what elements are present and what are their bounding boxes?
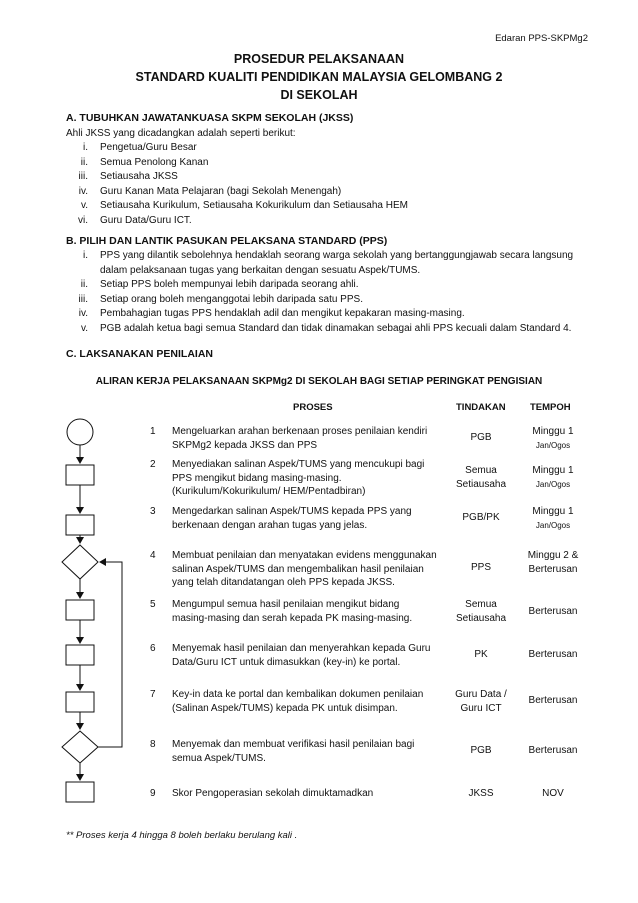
list-item: ii. Semua Penolong Kanan xyxy=(80,156,209,168)
flow-process-box xyxy=(66,515,94,535)
flow-process-box xyxy=(66,645,94,665)
col-header-proses: PROSES xyxy=(293,402,333,413)
col-header-tindakan: TINDAKAN xyxy=(456,402,506,413)
list-item: iii. Setiausaha JKSS xyxy=(78,171,178,183)
page-title-line1: PROSEDUR PELAKSANAAN xyxy=(233,52,405,66)
list-item: i. Pengetua/Guru Besar xyxy=(83,142,197,153)
flow-title: ALIRAN KERJA PELAKSANAAN SKPMg2 DI SEKOLAH BAGI SETIAP PERINGKAT PENGISIAN xyxy=(95,376,543,387)
flow-process-box xyxy=(66,600,94,620)
list-item: iv. Guru Kanan Mata Pelajaran (bagi Sekolah Menengah) xyxy=(78,185,342,197)
footnote: ** Proses kerja 4 hingga 8 boleh berlaku berulang kali . xyxy=(66,830,298,841)
list-item: v. Setiausaha Kurikulum, Setiausaha Kokurikulum dan Setiausaha HEM xyxy=(80,200,408,212)
page-title-line2: STANDARD KUALITI PENDIDIKAN MALAYSIA GELOMBANG 2 xyxy=(135,70,503,84)
list-item: i. PPS yang dilantik sebolehnya hendaklah seorang warga sekolah yang bertanggungjawab secara langsung dalam pelaksanaan tugas yang berkaitan dengan sesuatu Aspek/TUMS. xyxy=(83,250,574,276)
section-a-intro: Ahli JKSS yang dicadangkan adalah seperti berikut: xyxy=(66,128,296,139)
list-item: vi. Guru Data/Guru ICT. xyxy=(78,214,192,226)
list-item: ii. Setiap PPS boleh mempunyai lebih daripada seorang ahli. xyxy=(80,279,359,291)
list-item: iv. Pembahagian tugas PPS hendaklah adil dan mengikut kepakaran masing-masing. xyxy=(78,308,465,320)
section-c-heading: C. LAKSANAKAN PENILAIAN xyxy=(66,348,213,360)
col-header-tempoh: TEMPOH xyxy=(530,402,571,413)
document-reference: Edaran PPS-SKPMg2 xyxy=(495,33,588,44)
flow-start-circle xyxy=(67,419,93,445)
flow-process-box xyxy=(66,782,94,802)
flow-decision-diamond xyxy=(62,731,98,763)
flow-process-box xyxy=(66,465,94,485)
list-item: v. PGB adalah ketua bagi semua Standard dan tidak dinamakan sebagai ahli PPS kecuali dalam Standard 4. xyxy=(80,322,572,334)
flow-process-box xyxy=(66,692,94,712)
section-a-heading: A. TUBUHKAN JAWATANKUASA SKPM SEKOLAH (JKSS) xyxy=(66,112,354,124)
list-item: iii. Setiap orang boleh menganggotai lebih daripada satu PPS. xyxy=(78,293,363,305)
page-title-line3: DI SEKOLAH xyxy=(280,88,358,102)
flow-decision-diamond xyxy=(62,545,98,579)
section-b-heading: B. PILIH DAN LANTIK PASUKAN PELAKSANA STANDARD (PPS) xyxy=(66,235,388,247)
